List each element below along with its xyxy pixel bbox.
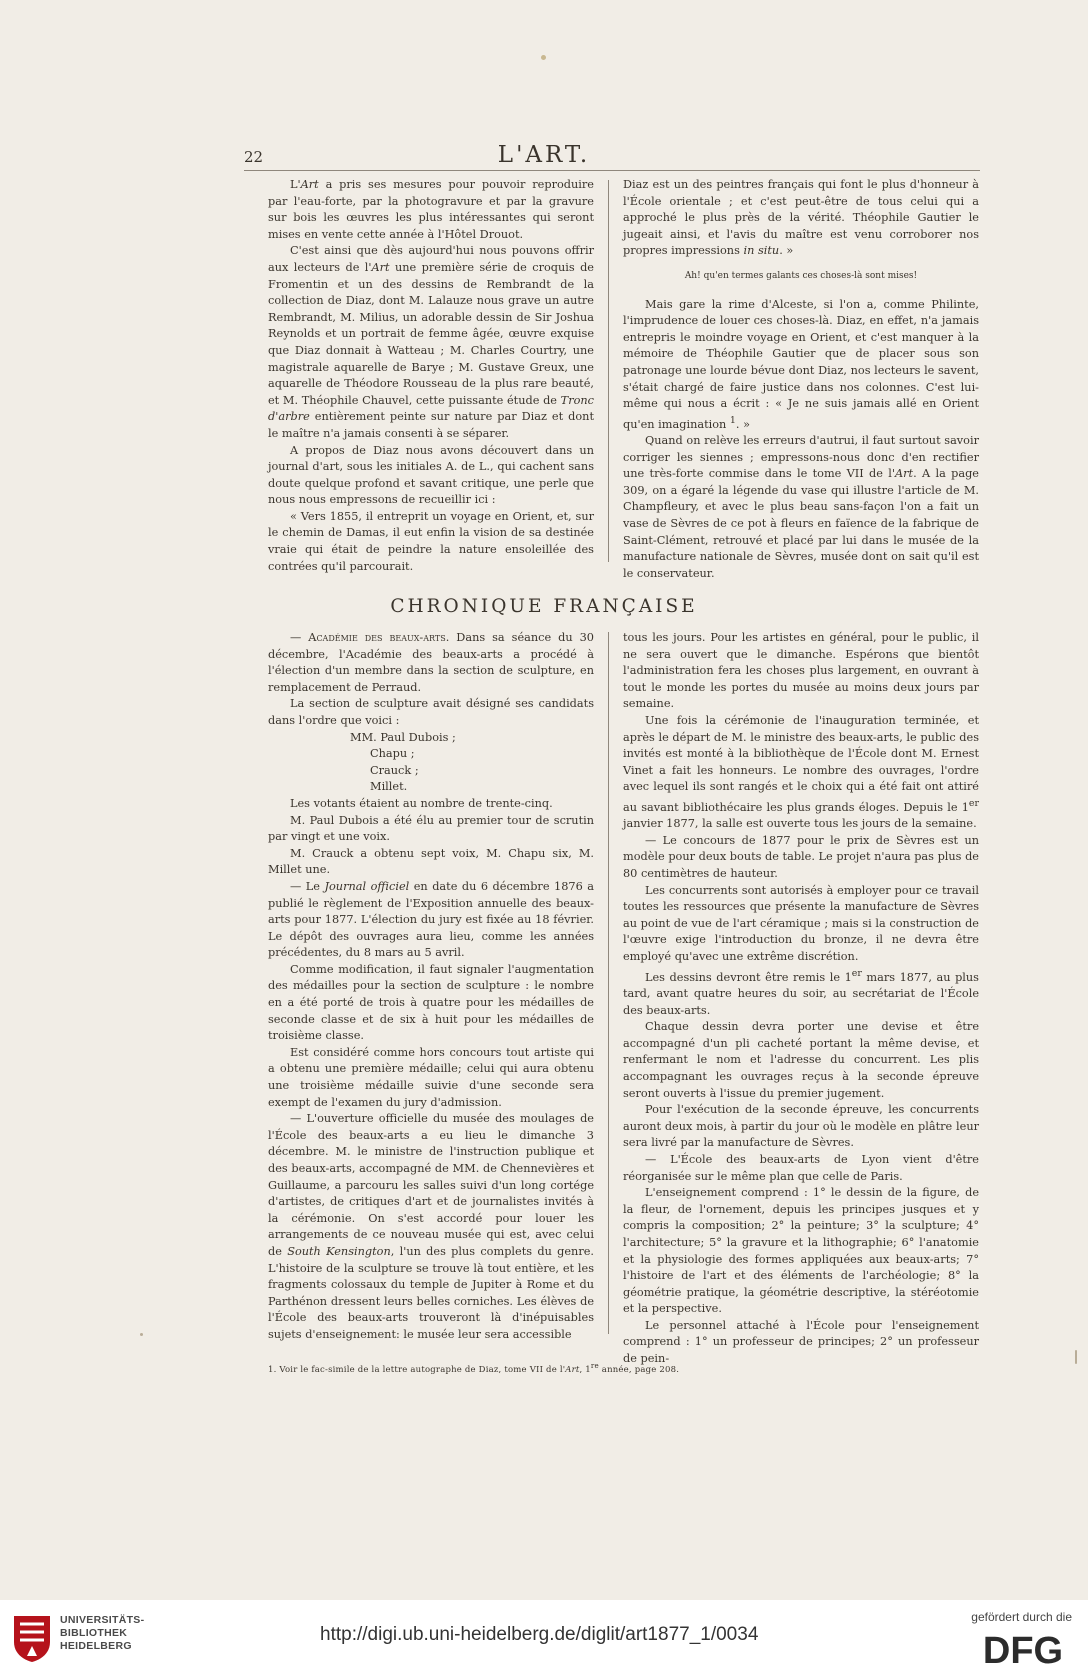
paragraph: Une fois la cérémonie de l'inauguration terminée, et après le départ de M. le ministre des beaux-arts, le public des invités est monté à la bibliothèque de l'École dont M. Ernest Vinet a fait les honneurs. Le nombre des ouvrages, l'ordre avec lequel ils sont rangés et le choix qui a été fait ont attiré au savant bibliothécaire les plus grands éloges. Depuis le 1er janvier 1877, la salle est ouverte tous les jours de la semaine. xyxy=(623,713,979,831)
bottom-right-paragraphs xyxy=(623,713,979,1368)
paragraph: A propos de Diaz nous avons découvert dans un journal d'art, sous les initiales A. de L., qui cachent sans doute quelque profond et savant critique, une perle que nous nous empressons de recueillir ici : xyxy=(268,443,594,507)
university-seal-icon[interactable] xyxy=(10,1612,54,1664)
bottom-left-paragraphs xyxy=(268,796,594,1344)
column-divider-top xyxy=(608,180,609,562)
bottom-left-column xyxy=(268,630,594,1344)
institution-line: BIBLIOTHEK xyxy=(60,1627,128,1639)
top-left-paragraphs xyxy=(268,177,594,575)
paragraph: Chaque dessin devra porter une devise et être accompagné d'un pli cacheté portant la même devise, et renfermant le nom et l'adresse du concurrent. Les plis accompagnant les ouvrages reçus à la seconde épreuve seront ouverts à l'issue du premier jugement. xyxy=(623,1020,979,1100)
paragraph: « Vers 1855, il entreprit un voyage en Orient, et, sur le chemin de Damas, il eut enfin la vision de sa destinée vraie qui était de peindre la nature ensoleillée des contrées qu'il parcourait. xyxy=(268,509,594,573)
paragraph: Mais gare la rime d'Alceste, si l'on a, comme Philinte, l'imprudence de louer ces choses-là. Diaz, en effet, n'a jamais entrepris le moindre voyage en Orient, et c'est manquer à la mémoire de Théophile Gautier que de placer sous son patronage une lourde bévue dont Diaz, nos lecteurs le savent, s'était chargé de faire justice dans nos colonnes. C'est lui-même qui nous a écrit : « Je ne suis jamais allé en Orient qu'en imagination $^1$. » xyxy=(623,297,979,431)
paragraph: Est considéré comme hors concours tout artiste qui a obtenu une première médaille; celui qui aura obtenu une troisième médaille suivie d'une seconde sera exempt de l'examen du jury d'admission. xyxy=(268,1045,594,1109)
paragraph: L'enseignement comprend : 1° le dessin de la figure, de la fleur, de l'ornement, depuis les principes jusques et y compris la composition; 2° la peinture; 3° la sculpture; 4° l'architecture; 5° la gravure et la lithographie; 6° l'anatomie et la physiologie des formes appliquées aux beaux-arts; 7° l'histoire de l'art et des éléments de l'archéologie; 8° la géométrie pratique, la géométrie descriptive, la stéréotomie et la perspective. xyxy=(623,1186,979,1316)
top-right-paragraphs xyxy=(623,297,979,583)
paragraph: Pour l'exécution de la seconde épreuve, les concurrents auront deux mois, à partir du jour où le modèle en plâtre leur sera livré par la manufacture de Sèvres. xyxy=(623,1103,979,1150)
column-divider-bottom xyxy=(608,632,609,1334)
funding-label: gefördert durch die xyxy=(971,1610,1072,1624)
top-right-column xyxy=(623,177,979,582)
page-number: 22 xyxy=(244,148,264,166)
paragraph: Les votants étaient au nombre de trente-cinq. xyxy=(290,796,553,810)
bottom-right-lead: tous les jours. Pour les artistes en général, pour le public, il ne sera ouvert que le dimanche. Espérons que bientôt l'administration fera les choses plus largement, en ouvrant à tout le monde les portes du musée au moins deux jours par semaine. xyxy=(623,631,979,711)
paragraph: C'est ainsi que dès aujourd'hui nous pouvons offrir aux lecteurs de l'Art une première série de croquis de Fromentin et un des dessins de Rembrandt de la collection de Diaz, dont M. Lalauze nous grave un autre Rembrandt, M. Milius, un adorable dessin de Sir Joshua Reynolds et un portrait de femme âgée, œuvre exquise que Diaz donnait à Watteau ; M. Charles Courtry, une magistrale aquarelle de Barye ; M. Gustave Greux, une aquarelle de Théodore Rousseau de la plus rare beauté, et M. Théophile Chauvel, cette puissante étude de Tronc d'arbre entièrement peinte sur nature par Diaz et dont le maître n'a jamais consenti à se séparer. xyxy=(268,244,594,440)
viewer-footer xyxy=(0,1600,1088,1679)
paragraph: Les dessins devront être remis le 1er mars 1877, au plus tard, avant quatre heures du soir, au secrétariat de l'École des beaux-arts. xyxy=(623,967,979,1017)
permalink-url[interactable]: http://digi.ub.uni-heidelberg.de/diglit/art1877_1/0034 xyxy=(320,1624,759,1645)
paragraph: Quand on relève les erreurs d'autrui, il faut surtout savoir corriger les siennes ; empressons-nous donc d'en rectifier une très-forte commise dans le tome VII de l'Art. A la page 309, on a égaré la légende du vase qui illustre l'article de M. Champfleury, et avec le plus beau sans-façon l'on a fait un vase de Sèvres de ce pot à fleurs en faïence de la fabrique de Saint-Clément, retrouvé et placé par lui dans le musée de la manufacture nationale de Sèvres, musée dont on sait qu'il est le conservateur. xyxy=(623,434,979,580)
paragraph: Les concurrents sont autorisés à employer pour ce travail toutes les ressources que présente la manufacture de Sèvres au point de vue de l'art céramique ; mais si la construction de l'œuvre exige l'introduction du bronze, il ne devra être employé qu'avec une extrême discrétion. xyxy=(623,883,979,964)
page-speck xyxy=(140,1333,143,1336)
paragraph: — L'École des beaux-arts de Lyon vient d'être réorganisée sur le même plan que celle de Paris. xyxy=(623,1152,979,1183)
footnote: 1. Voir le fac-simile de la lettre autographe de Diaz, tome VII de l'Art, 1re année, page 208. xyxy=(268,1361,680,1375)
section-title: CHRONIQUE FRANÇAISE xyxy=(390,596,698,617)
paragraph: M. Paul Dubois a été élu au premier tour de scrutin par vingt et une voix. xyxy=(268,813,594,844)
institution-name[interactable] xyxy=(60,1614,144,1653)
top-left-column xyxy=(268,177,594,575)
header-rule xyxy=(244,170,980,171)
dfg-logo-text: DFG xyxy=(982,1630,1064,1668)
paragraph: — Le Journal officiel en date du 6 décembre 1876 a publié le règlement de l'Exposition annuelle des beaux-arts pour 1877. L'élection du jury est fixée au 18 février. Le dépôt des ouvrages aura lieu, comme les années précédentes, du 8 mars au 5 avril. xyxy=(268,879,594,960)
top-right-lead: Diaz est un des peintres français qui font le plus d'honneur à l'École orientale ; et c'est peut-être de tous celui qui a approché le plus près de la vérité. Théophile Gautier le jugeait ainsi, et l'avis du maître est venu corroborer nos propres impressions in situ. » xyxy=(623,178,979,258)
paragraph: Comme modification, il faut signaler l'augmentation des médailles pour la section de sculpture : le nombre en a été porté de trois à quatre pour les médailles de seconde classe et de six à huit pour les médailles de troisième classe. xyxy=(268,962,594,1043)
paragraph: La section de sculpture avait désigné ses candidats dans l'ordre que voici : xyxy=(268,697,594,727)
bottom-right-column xyxy=(623,630,979,1368)
running-title: L'ART. xyxy=(497,142,591,168)
paragraph: — Académie des beaux-arts. Dans sa séance du 30 décembre, l'Académie des beaux-arts a procédé à l'élection d'un membre dans la section de sculpture, en remplacement de Perraud. xyxy=(268,631,594,694)
moliere-quote: Ah! qu'en termes galants ces choses-là sont mises! xyxy=(684,270,918,281)
page-edge-mark xyxy=(1075,1350,1077,1364)
candidate-list xyxy=(268,746,594,796)
candidate-name: Crauck ; xyxy=(370,763,419,777)
paragraph: Le personnel attaché à l'École pour l'enseignement comprend : 1° un professeur de principes; 2° un professeur de pein- xyxy=(623,1318,979,1366)
paragraph: M. Crauck a obtenu sept voix, M. Chapu six, M. Millet une. xyxy=(268,846,594,877)
paragraph: — L'ouverture officielle du musée des moulages de l'École des beaux-arts a eu lieu le dimanche 3 décembre. M. le ministre de l'instruction publique et des beaux-arts, accompagné de MM. de Chennevières et Guillaume, a parcouru les salles suivi d'un long cortége d'artistes, de critiques d'art et de journalistes invités à la cérémonie. On s'est accordé pour louer les arrangements de ce nouveau musée qui est, avec celui de South Kensington, l'un des plus complets du genre. L'histoire de la sculpture se trouve là tout entière, et les fragments colossaux du temple de Jupiter à Rome et du Parthénon dressent leurs belles corniches. Les élèves de l'École des beaux-arts trouveront là d'inépuisables sujets d'enseignement: le musée leur sera accessible xyxy=(268,1112,594,1341)
institution-line: UNIVERSITÄTS- xyxy=(60,1614,145,1626)
paragraph: — Le concours de 1877 pour le prix de Sèvres est un modèle pour deux bouts de table. Le projet n'aura pas plus de 80 centimètres de hauteur. xyxy=(623,833,979,881)
academie-paragraphs xyxy=(268,630,594,730)
institution-line: HEIDELBERG xyxy=(60,1640,132,1652)
candidate-name: Millet. xyxy=(370,780,408,794)
page-spot xyxy=(541,55,546,60)
candidate-name: Chapu ; xyxy=(370,747,415,761)
paragraph: L'Art a pris ses mesures pour pouvoir reproduire par l'eau-forte, par la photogravure et par la gravure sur bois les œuvres les plus intéressantes qui seront mises en vente cette année à l'Hôtel Drouot. xyxy=(268,178,594,241)
dfg-logo-icon[interactable] xyxy=(974,1630,1072,1668)
candidate-first: MM. Paul Dubois ; xyxy=(350,730,456,744)
